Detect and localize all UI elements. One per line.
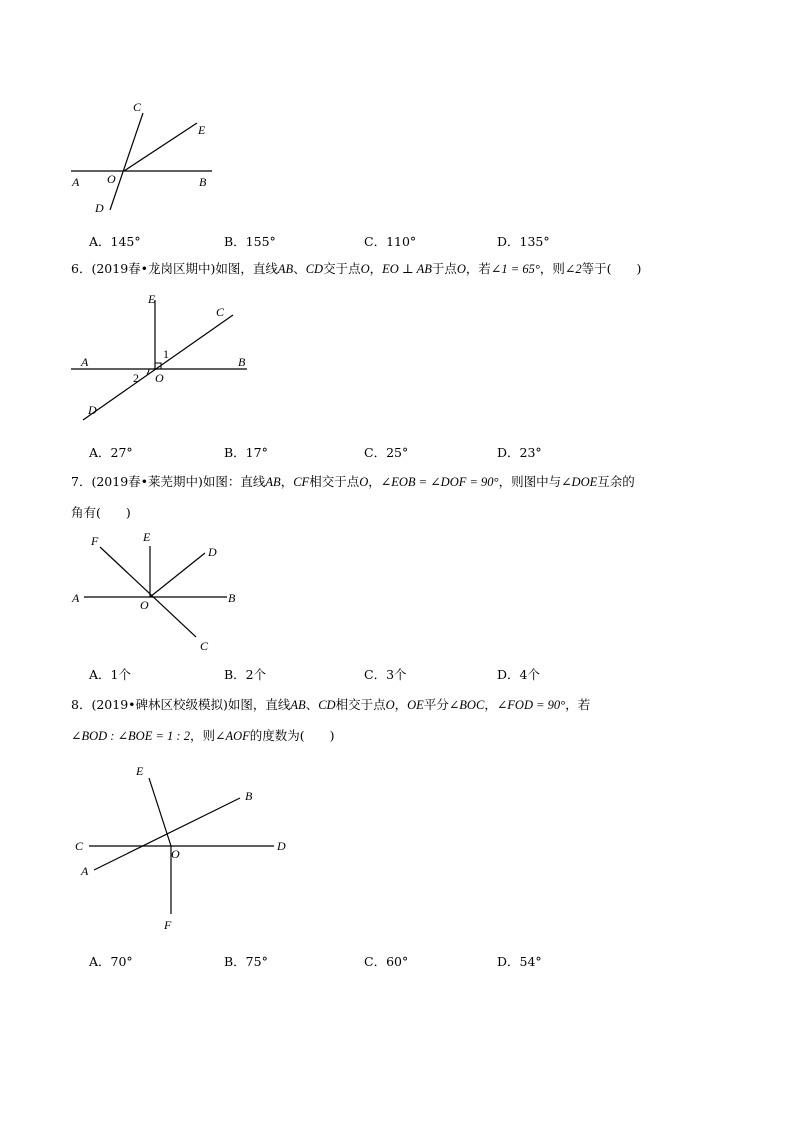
q7-line-cf: CF	[293, 475, 310, 489]
q8-mid2: 平分	[423, 697, 449, 712]
q6-sep: 、	[293, 261, 306, 276]
q6-mid4: ，则	[539, 261, 565, 276]
q6-label-b: B	[238, 355, 246, 369]
q7-point-o: O	[359, 475, 369, 489]
q6-point-o: O	[360, 262, 370, 276]
q7-mid2: ，则图中与	[498, 474, 562, 489]
q8-label-e: E	[136, 764, 144, 778]
q8-angle-fod: ∠FOD = 90°	[496, 698, 566, 712]
q7-sep: ，	[280, 474, 294, 489]
q5-label-a: A	[72, 175, 80, 189]
q6-perp: EO ⊥ AB	[382, 262, 432, 276]
q7-sep2: ，	[368, 474, 381, 489]
q6-mid2: 于点	[431, 261, 457, 276]
q8-mid1: 相交于点	[335, 697, 386, 712]
q7-option-a[interactable]: A．1个	[89, 667, 131, 682]
q6-label-c: C	[216, 305, 225, 319]
q6-option-a[interactable]: A．27°	[89, 445, 133, 460]
q7-mid1: 相交于点	[309, 474, 360, 489]
q6-option-c[interactable]: C．25°	[364, 445, 409, 460]
q8-label-o: O	[171, 847, 180, 861]
q8-ray-oe: OE	[407, 698, 424, 712]
q8-option-c[interactable]: C．60°	[364, 954, 409, 969]
q6-suffix: 等于( )	[581, 261, 642, 276]
q6-point-o2: O	[456, 262, 466, 276]
q7-label-e: E	[143, 530, 151, 544]
q6-comma1: ，	[369, 261, 383, 276]
q8-option-b[interactable]: B．75°	[224, 954, 268, 969]
q8-label-d: D	[277, 839, 286, 853]
q6-line-ab: AB	[277, 262, 294, 276]
q7-line-ab: AB	[265, 475, 281, 489]
q8-line2-suffix: 的度数为( )	[249, 728, 335, 743]
q8-sep3: ，	[484, 697, 497, 712]
q8-sep2: ，	[394, 697, 408, 712]
q6-label-d: D	[88, 403, 97, 417]
q6-option-b[interactable]: B．17°	[224, 445, 268, 460]
q7-stem-prefix: 7．(2019春•莱芜期中)如图：直线	[71, 474, 266, 489]
q5-label-o: O	[107, 172, 116, 186]
q6-mid1: 交于点	[323, 261, 361, 276]
q7-label-c: C	[200, 639, 209, 653]
q8-label-b: B	[245, 789, 253, 803]
q8-mid3: ，则	[189, 728, 215, 743]
q7-label-a: A	[72, 591, 80, 605]
q5-option-b[interactable]: B．155°	[224, 234, 276, 249]
q6-label-o: O	[155, 371, 164, 385]
q8-point-o: O	[385, 698, 395, 712]
q6-line-cd: CD	[305, 262, 324, 276]
q7-angles: ∠EOB = ∠DOF = 90°	[380, 475, 499, 489]
q6-mid3: ，若	[465, 261, 491, 276]
q7-label-o: O	[140, 598, 149, 612]
q8-option-a[interactable]: A．70°	[89, 954, 133, 969]
q8-line-ab: AB	[290, 698, 306, 712]
q7-label-d: D	[208, 545, 217, 559]
q5-label-e: E	[198, 123, 206, 137]
q6-label-e: E	[148, 292, 156, 306]
q7-angle-doe: ∠DOE	[561, 475, 598, 489]
q8-line-cd: CD	[318, 698, 336, 712]
q6-angle1: ∠1 = 65°	[490, 262, 540, 276]
q7-suffix: 互余的	[597, 474, 635, 489]
q7-option-d[interactable]: D．4个	[497, 667, 540, 682]
q5-label-d: D	[95, 201, 104, 215]
q6-option-d[interactable]: D．23°	[497, 445, 542, 460]
q8-label-c: C	[75, 839, 84, 853]
q6-label-1: 1	[163, 347, 169, 361]
q8-sep: 、	[305, 697, 319, 712]
q8-angle-boc: ∠BOC	[448, 698, 485, 712]
q7-stem-line2: 角有( )	[71, 505, 131, 520]
q8-angle-aof: ∠AOF	[214, 729, 250, 743]
q6-label-a: A	[81, 355, 89, 369]
q8-stem-prefix: 8．(2019•碑林区校级模拟)如图，直线	[71, 697, 291, 712]
q7-option-b[interactable]: B．2个	[224, 667, 267, 682]
q7-label-f: F	[91, 534, 99, 548]
q5-option-a[interactable]: A．145°	[89, 234, 141, 249]
q8-label-a: A	[81, 864, 89, 878]
q7-label-b: B	[228, 591, 236, 605]
q6-stem-prefix: 6．(2019春•龙岗区期中)如图，直线	[71, 261, 278, 276]
q8-option-d[interactable]: D．54°	[497, 954, 542, 969]
q8-ratio: ∠BOD : ∠BOE = 1 : 2	[71, 729, 190, 743]
q5-label-c: C	[133, 100, 142, 114]
q6-angle2: ∠2	[564, 262, 582, 276]
q5-option-c[interactable]: C．110°	[364, 234, 417, 249]
q7-option-c[interactable]: C．3个	[364, 667, 407, 682]
q8-suffix: ，若	[565, 697, 591, 712]
q5-option-d[interactable]: D．135°	[497, 234, 550, 249]
q5-label-b: B	[199, 175, 207, 189]
q8-label-f: F	[164, 918, 172, 932]
q6-label-2: 2	[133, 371, 139, 385]
q8-ray-oe	[149, 778, 171, 846]
